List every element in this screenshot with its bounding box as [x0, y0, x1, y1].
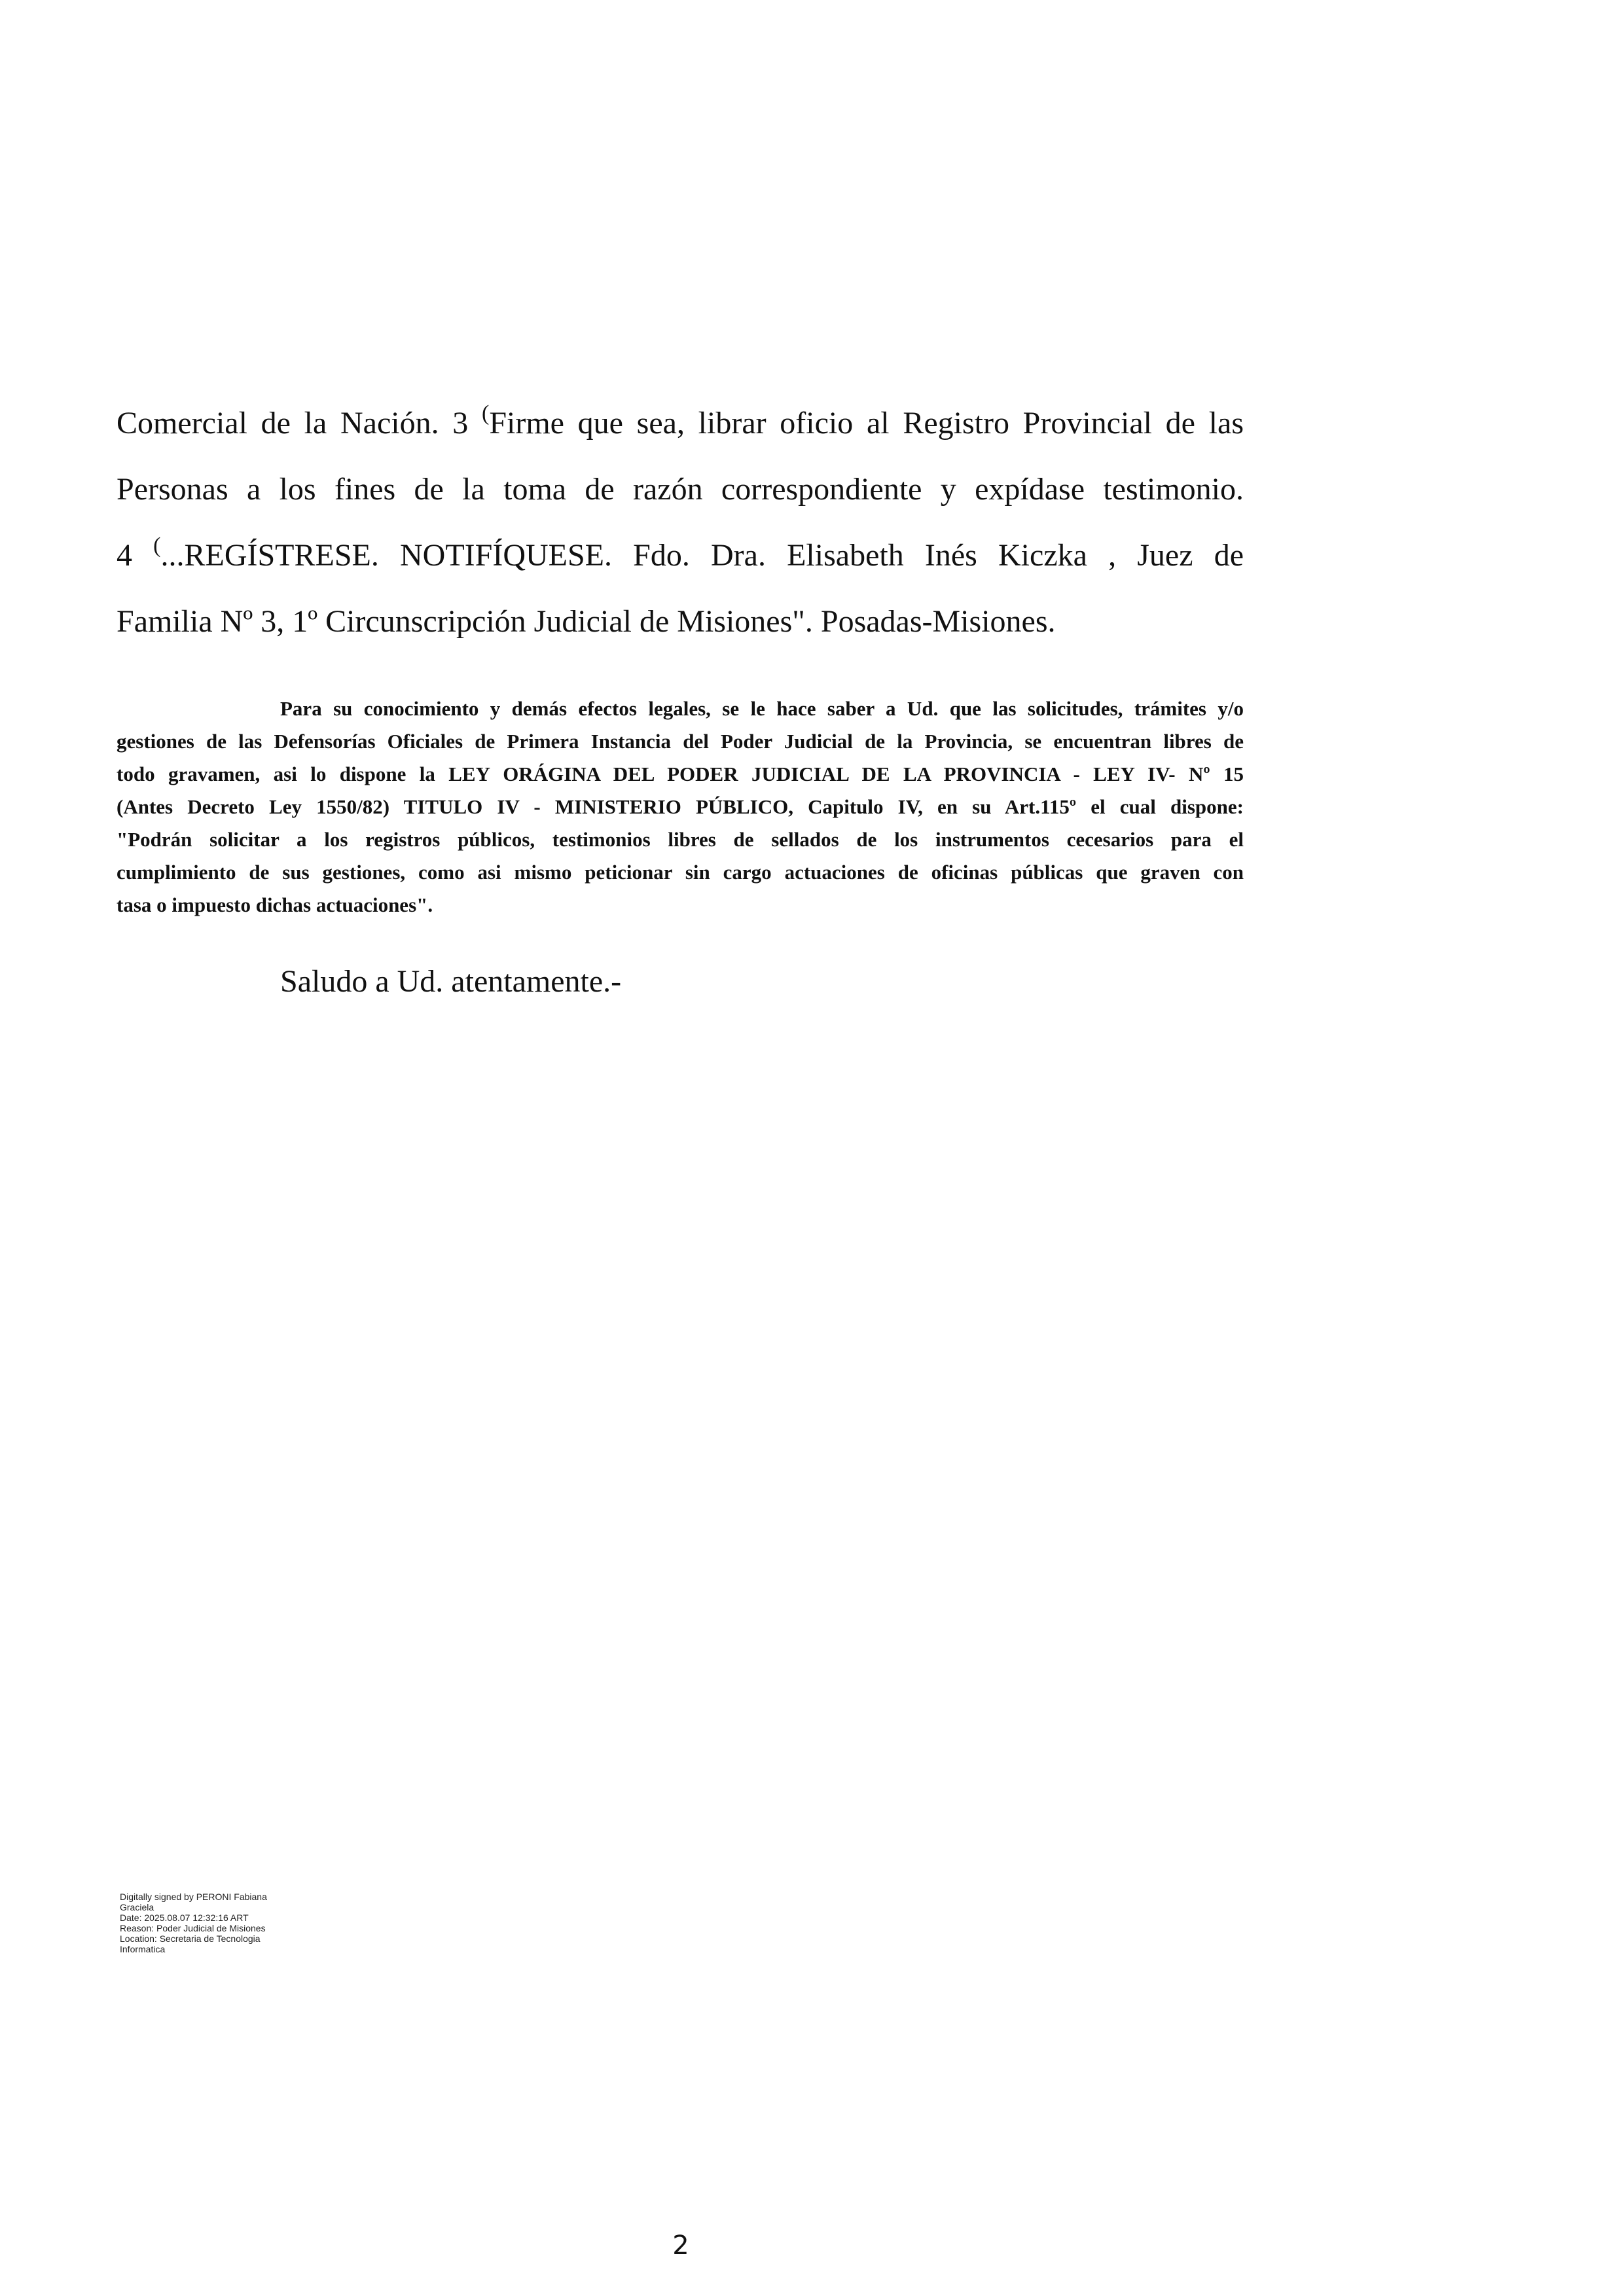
legal-line: Para su conocimiento y demás efectos legales, se le hace saber a Ud. que las solicitudes, trámites y/o — [280, 697, 1244, 720]
body-line-1-start: Comercial de la Nación. 3 — [117, 406, 482, 440]
paren-mark: ( — [481, 401, 490, 425]
signature-location: Location: Secretaria de Tecnologia — [120, 1933, 261, 1944]
body-line-3 — [117, 522, 1244, 588]
body-line-3-end: ...REGÍSTRESE. NOTIFÍQUESE. Fdo. Dra. Elisabeth Inés Kiczka , Juez de — [160, 538, 1244, 573]
legal-line: cumplimiento de sus gestiones, como asi mismo peticionar sin cargo actuaciones de oficinas públicas que graven con — [117, 861, 1244, 884]
body-line-4: Familia Nº 3, 1º Circunscripción Judicial de Misiones". Posadas-Misiones. — [117, 604, 1056, 639]
signature-date: Date: 2025.08.07 12:32:16 ART — [120, 1912, 249, 1923]
legal-line: gestiones de las Defensorías Oficiales de Primera Instancia del Poder Judicial de la Provincia, se encuentran libres de — [117, 730, 1244, 753]
digital-signature-block — [120, 1892, 316, 1954]
legal-line: "Podrán solicitar a los registros públicos, testimonios libres de sellados de los instrumentos cecesarios para el — [117, 828, 1244, 851]
paren-mark: ( — [153, 533, 161, 558]
legal-line: (Antes Decreto Ley 1550/82) TITULO IV - MINISTERIO PÚBLICO, Capitulo IV, en su Art.115º el cual dispone: — [117, 795, 1244, 818]
signature-line: Digitally signed by PERONI Fabiana — [120, 1892, 267, 1902]
body-line-1 — [117, 390, 1244, 456]
body-line-3-start: 4 — [117, 538, 154, 573]
closing-salutation: Saludo a Ud. atentamente.- — [280, 964, 622, 999]
legal-line: tasa o impuesto dichas actuaciones". — [117, 893, 433, 916]
body-line-1-end: Firme que sea, librar oficio al Registro Provincial de las — [489, 406, 1244, 440]
signature-line: Graciela — [120, 1902, 154, 1912]
body-paragraph — [117, 390, 1244, 655]
signature-line: Informatica — [120, 1944, 166, 1954]
signature-reason: Reason: Poder Judicial de Misiones — [120, 1923, 266, 1933]
legal-line: todo gravamen, asi lo dispone la LEY ORÁGINA DEL PODER JUDICIAL DE LA PROVINCIA - LEY IV- Nº 15 — [117, 762, 1244, 785]
page-number: 2 — [672, 2231, 689, 2261]
body-line-2: Personas a los fines de la toma de razón correspondiente y expídase testimonio. — [117, 472, 1244, 507]
legal-notice — [117, 692, 1244, 922]
